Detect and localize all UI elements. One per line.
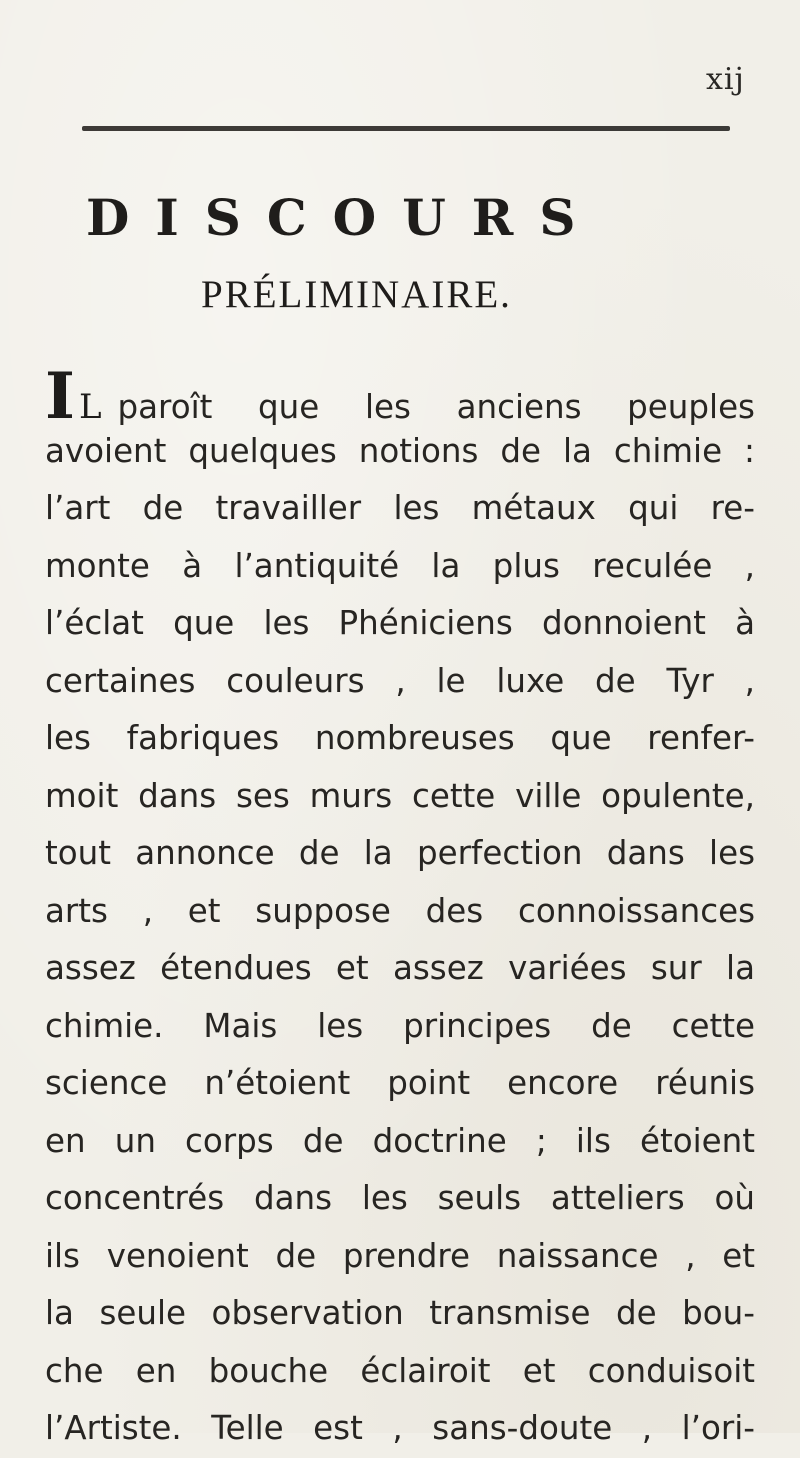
text-line: certaines couleurs , le luxe de Tyr , — [45, 661, 755, 700]
text-line: science n’étoient point encore réunis — [45, 1064, 755, 1102]
text-line: ils venoient de prendre naissance , et — [45, 1236, 755, 1275]
body-paragraph — [45, 359, 755, 1458]
first-line — [45, 359, 755, 434]
text-line: l’éclat que les Phéniciens donnoient à — [45, 604, 755, 642]
header-rule — [82, 126, 730, 131]
text-line: che en bouche éclairoit et conduisoit — [45, 1351, 755, 1390]
text-line: en un corps de doctrine ; ils étoient — [45, 1121, 755, 1160]
text-line: l’art de travailler les métaux qui re- — [45, 489, 755, 527]
text-line: assez étendues et assez variées sur la — [45, 949, 755, 987]
drop-cap: I — [45, 359, 75, 434]
text-line: arts , et suppose des connoissances — [45, 891, 755, 930]
chapter-title: DISCOURS — [86, 188, 602, 247]
text-line: chimie. Mais les principes de cette — [45, 1006, 755, 1045]
text-line: avoient quelques notions de la chimie : — [45, 431, 755, 470]
text-line: concentrés dans les seuls atteliers où — [45, 1179, 755, 1217]
text-line: les fabriques nombreuses que renfer- — [45, 719, 755, 757]
text-line: tout annonce de la perfection dans les — [45, 834, 755, 872]
chapter-subtitle: PRÉLIMINAIRE. — [201, 273, 512, 316]
drop-cap-continuation: L — [78, 387, 102, 427]
text-line: la seule observation transmise de bou- — [45, 1294, 755, 1332]
page-number: xij — [706, 62, 745, 97]
first-line-text: paroît que les anciens peuples — [117, 388, 755, 426]
text-line: moit dans ses murs cette ville opulente, — [45, 776, 755, 815]
text-line: monte à l’antiquité la plus reculée , — [45, 546, 755, 585]
text-line: l’Artiste. Telle est , sans-doute , l’ori- — [45, 1409, 755, 1447]
